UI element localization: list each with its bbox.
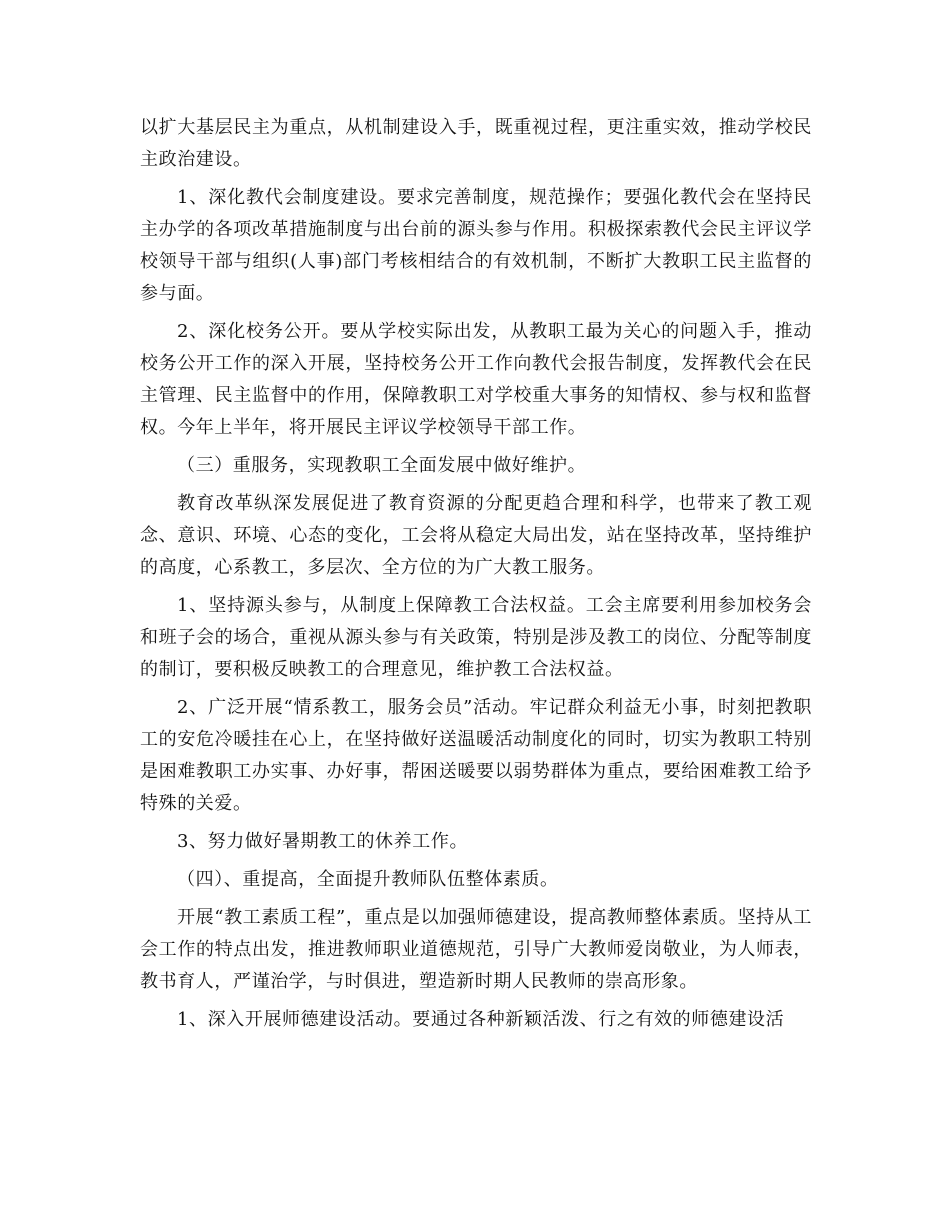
paragraph-quality-project: 开展“教工素质工程”，重点是以加强师德建设，提高教师整体素质。坚持从工会工作的特点出发，推进教师职业道德规范，引导广大教师爱岗敬业，为人师表，教书育人，严谨治学，与时俱进，塑造新时期人民教师的崇高形象。 (140, 907, 812, 992)
paragraph-ethics-activity: 1、深入开展师德建设活动。要通过各种新颖活泼、行之有效的师德建设活 (177, 1009, 785, 1030)
paragraph-source-participation: 1、坚持源头参与，从制度上保障教工合法权益。工会主席要利用参加校务会和班子会的场合，重视从源头参与有关政策，特别是涉及教工的岗位、分配等制度的制订，要积极反映教工的合理意见，维护教工合法权益。 (140, 595, 812, 680)
paragraph-school-affairs: 2、深化校务公开。要从学校实际出发，从教职工最为关心的问题入手，推动校务公开工作的深入开展，坚持校务公开工作向教代会报告制度，发挥教代会在民主管理、民主监督中的作用，保障教职工对学校重大事务的知情权、参与权和监督权。今年上半年，将开展民主评议学校领导干部工作。 (140, 321, 812, 438)
section-heading-service: （三）重服务，实现教职工全面发展中做好维护。 (177, 455, 587, 476)
paragraph-teachers-congress: 1、深化教代会制度建设。要求完善制度，规范操作；要强化教代会在坚持民主办学的各项改革措施制度与出台前的源头参与作用。积极探索教代会民主评议学校领导干部与组织(人事)部门考核相结合的有效机制，不断扩大教职工民主监督的参与面。 (140, 187, 812, 304)
paragraph-intro: 以扩大基层民主为重点，从机制建设入手，既重视过程，更注重实效，推动学校民主政治建设。 (140, 117, 812, 170)
document-page (140, 112, 812, 1042)
section-heading-improvement: （四）、重提高，全面提升教师队伍整体素质。 (177, 869, 559, 890)
paragraph-education-reform: 教育改革纵深发展促进了教育资源的分配更趋合理和科学，也带来了教工观念、意识、环境、心态的变化，工会将从稳定大局出发，站在坚持改革，坚持维护的高度，心系教工，多层次、全方位的为广大教工服务。 (140, 493, 812, 578)
paragraph-summer-rest: 3、努力做好暑期教工的休养工作。 (177, 831, 469, 852)
paragraph-care-activity: 2、广泛开展“情系教工，服务会员”活动。牢记群众利益无小事，时刻把教职工的安危冷暖挂在心上，在坚持做好送温暖活动制度化的同时，切实为教职工特别是困难教职工办实事、办好事，帮困送暖要以弱势群体为重点，要给困难教工给予特殊的关爱。 (140, 697, 812, 814)
